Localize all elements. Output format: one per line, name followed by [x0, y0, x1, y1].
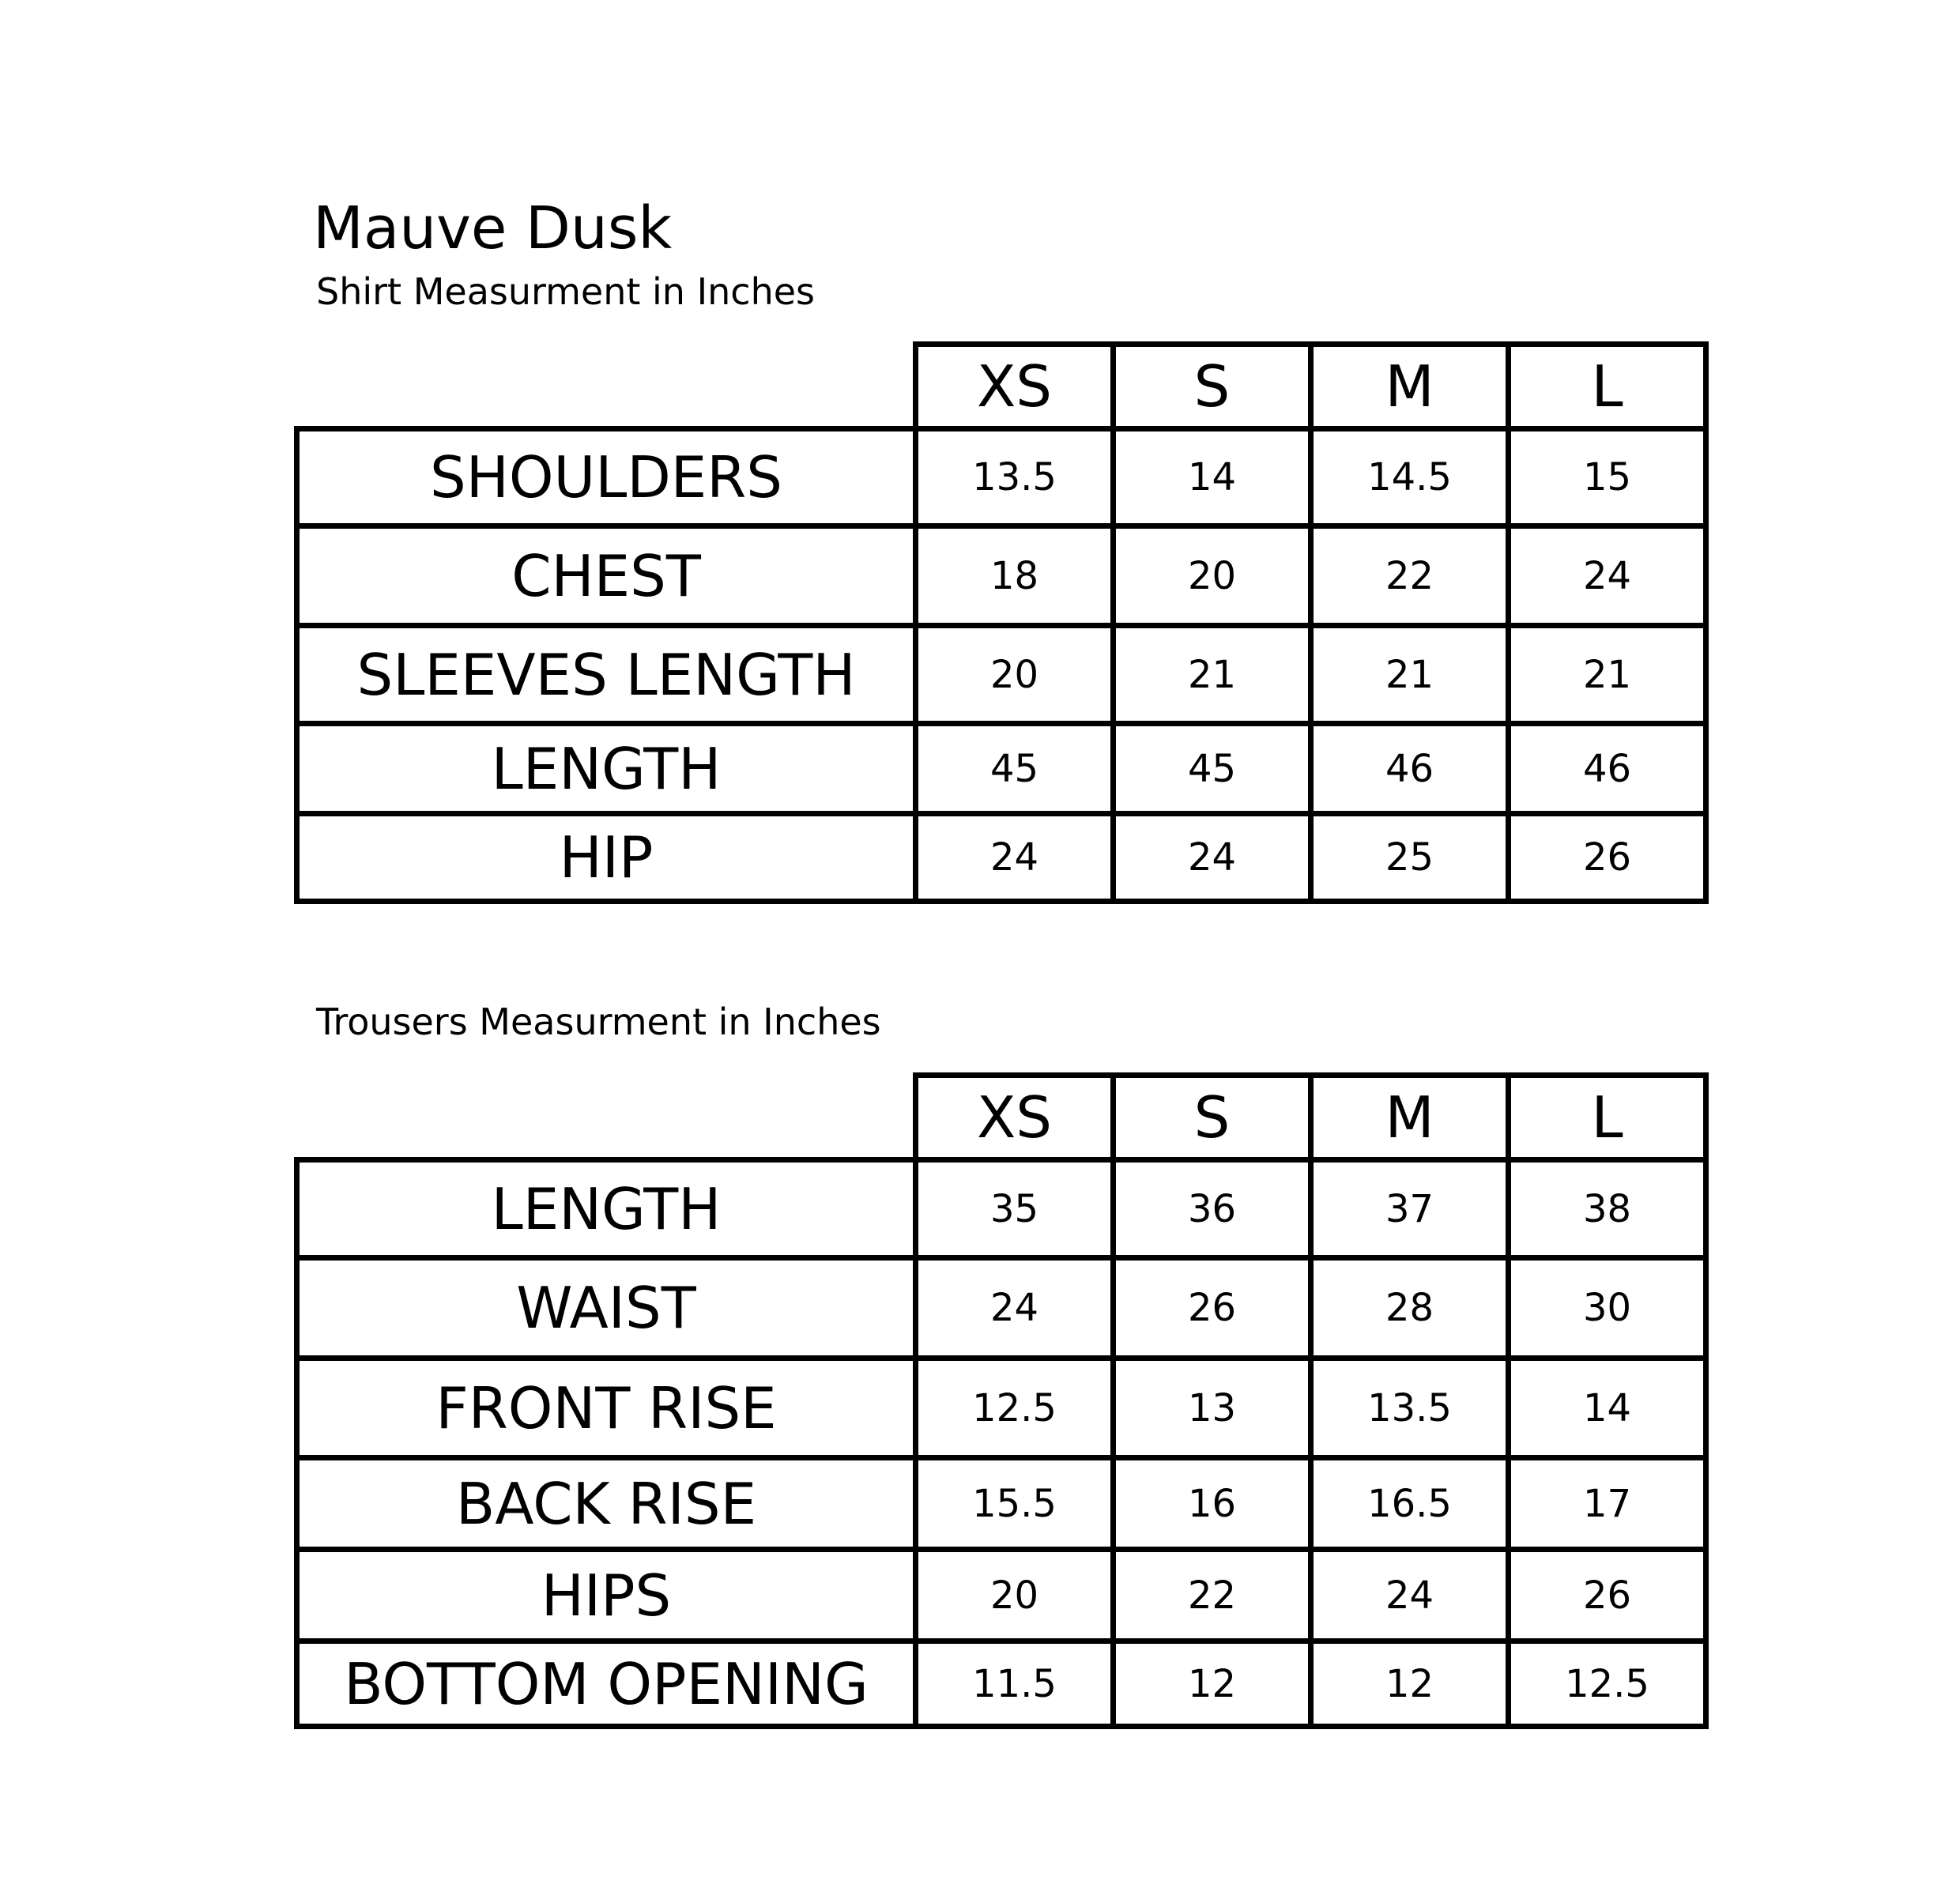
value-cell: 14 — [1506, 1355, 1709, 1460]
value-cell: 24 — [913, 1255, 1116, 1361]
value-cell: 20 — [1110, 523, 1314, 628]
size-header-m: M — [1308, 1072, 1511, 1163]
table-row — [294, 1157, 1709, 1261]
value-cell: 21 — [1110, 623, 1314, 726]
value-cell: 22 — [1110, 1547, 1314, 1644]
value-cell: 26 — [1110, 1255, 1314, 1361]
row-label: HIP — [294, 811, 918, 904]
value-cell: 13.5 — [913, 426, 1116, 529]
table-row — [294, 721, 1709, 816]
size-header-m: M — [1308, 341, 1511, 431]
table-row — [294, 1638, 1709, 1729]
size-header-s: S — [1110, 341, 1314, 431]
value-cell: 11.5 — [913, 1638, 1116, 1729]
value-cell: 13.5 — [1308, 1355, 1511, 1460]
value-cell: 24 — [1308, 1547, 1511, 1644]
value-cell: 21 — [1308, 623, 1511, 726]
value-cell: 24 — [1110, 811, 1314, 904]
value-cell: 12.5 — [913, 1355, 1116, 1460]
table-row — [294, 523, 1709, 628]
value-cell: 14 — [1110, 426, 1314, 529]
value-cell: 20 — [913, 623, 1116, 726]
value-cell: 45 — [913, 721, 1116, 816]
row-label: LENGTH — [294, 1157, 918, 1261]
row-label: HIPS — [294, 1547, 918, 1644]
shirt-size-header — [913, 341, 1709, 431]
value-cell: 24 — [1506, 523, 1709, 628]
size-header-xs: XS — [913, 1072, 1116, 1163]
value-cell: 16.5 — [1308, 1455, 1511, 1552]
size-header-l: L — [1506, 1072, 1709, 1163]
value-cell: 12 — [1308, 1638, 1511, 1729]
value-cell: 26 — [1506, 811, 1709, 904]
value-cell: 25 — [1308, 811, 1511, 904]
trousers-rows — [294, 1157, 1709, 1729]
shirt-rows — [294, 426, 1709, 904]
value-cell: 20 — [913, 1547, 1116, 1644]
value-cell: 15.5 — [913, 1455, 1116, 1552]
value-cell: 37 — [1308, 1157, 1511, 1261]
value-cell: 35 — [913, 1157, 1116, 1261]
table-row — [294, 426, 1709, 529]
value-cell: 45 — [1110, 721, 1314, 816]
value-cell: 17 — [1506, 1455, 1709, 1552]
row-label: LENGTH — [294, 721, 918, 816]
row-label: WAIST — [294, 1255, 918, 1361]
size-header-s: S — [1110, 1072, 1314, 1163]
value-cell: 22 — [1308, 523, 1511, 628]
row-label: SLEEVES LENGTH — [294, 623, 918, 726]
trousers-size-header — [913, 1072, 1709, 1163]
page-title: Mauve Dusk — [313, 194, 673, 262]
table-row — [294, 1355, 1709, 1460]
value-cell: 46 — [1506, 721, 1709, 816]
value-cell: 14.5 — [1308, 426, 1511, 529]
value-cell: 21 — [1506, 623, 1709, 726]
row-label: FRONT RISE — [294, 1355, 918, 1460]
table-row — [294, 623, 1709, 726]
row-label: BACK RISE — [294, 1455, 918, 1552]
value-cell: 26 — [1506, 1547, 1709, 1644]
row-label: BOTTOM OPENING — [294, 1638, 918, 1729]
trousers-subtitle: Trousers Measurment in Inches — [316, 1001, 881, 1043]
value-cell: 30 — [1506, 1255, 1709, 1361]
value-cell: 24 — [913, 811, 1116, 904]
size-header-xs: XS — [913, 341, 1116, 431]
value-cell: 28 — [1308, 1255, 1511, 1361]
row-label: CHEST — [294, 523, 918, 628]
value-cell: 16 — [1110, 1455, 1314, 1552]
value-cell: 46 — [1308, 721, 1511, 816]
shirt-subtitle: Shirt Measurment in Inches — [316, 270, 816, 313]
value-cell: 13 — [1110, 1355, 1314, 1460]
value-cell: 38 — [1506, 1157, 1709, 1261]
table-row — [294, 1455, 1709, 1552]
table-row — [294, 1255, 1709, 1361]
table-row — [294, 1547, 1709, 1644]
value-cell: 15 — [1506, 426, 1709, 529]
row-label: SHOULDERS — [294, 426, 918, 529]
value-cell: 36 — [1110, 1157, 1314, 1261]
value-cell: 12 — [1110, 1638, 1314, 1729]
size-header-l: L — [1506, 341, 1709, 431]
table-row — [294, 811, 1709, 904]
value-cell: 18 — [913, 523, 1116, 628]
value-cell: 12.5 — [1506, 1638, 1709, 1729]
